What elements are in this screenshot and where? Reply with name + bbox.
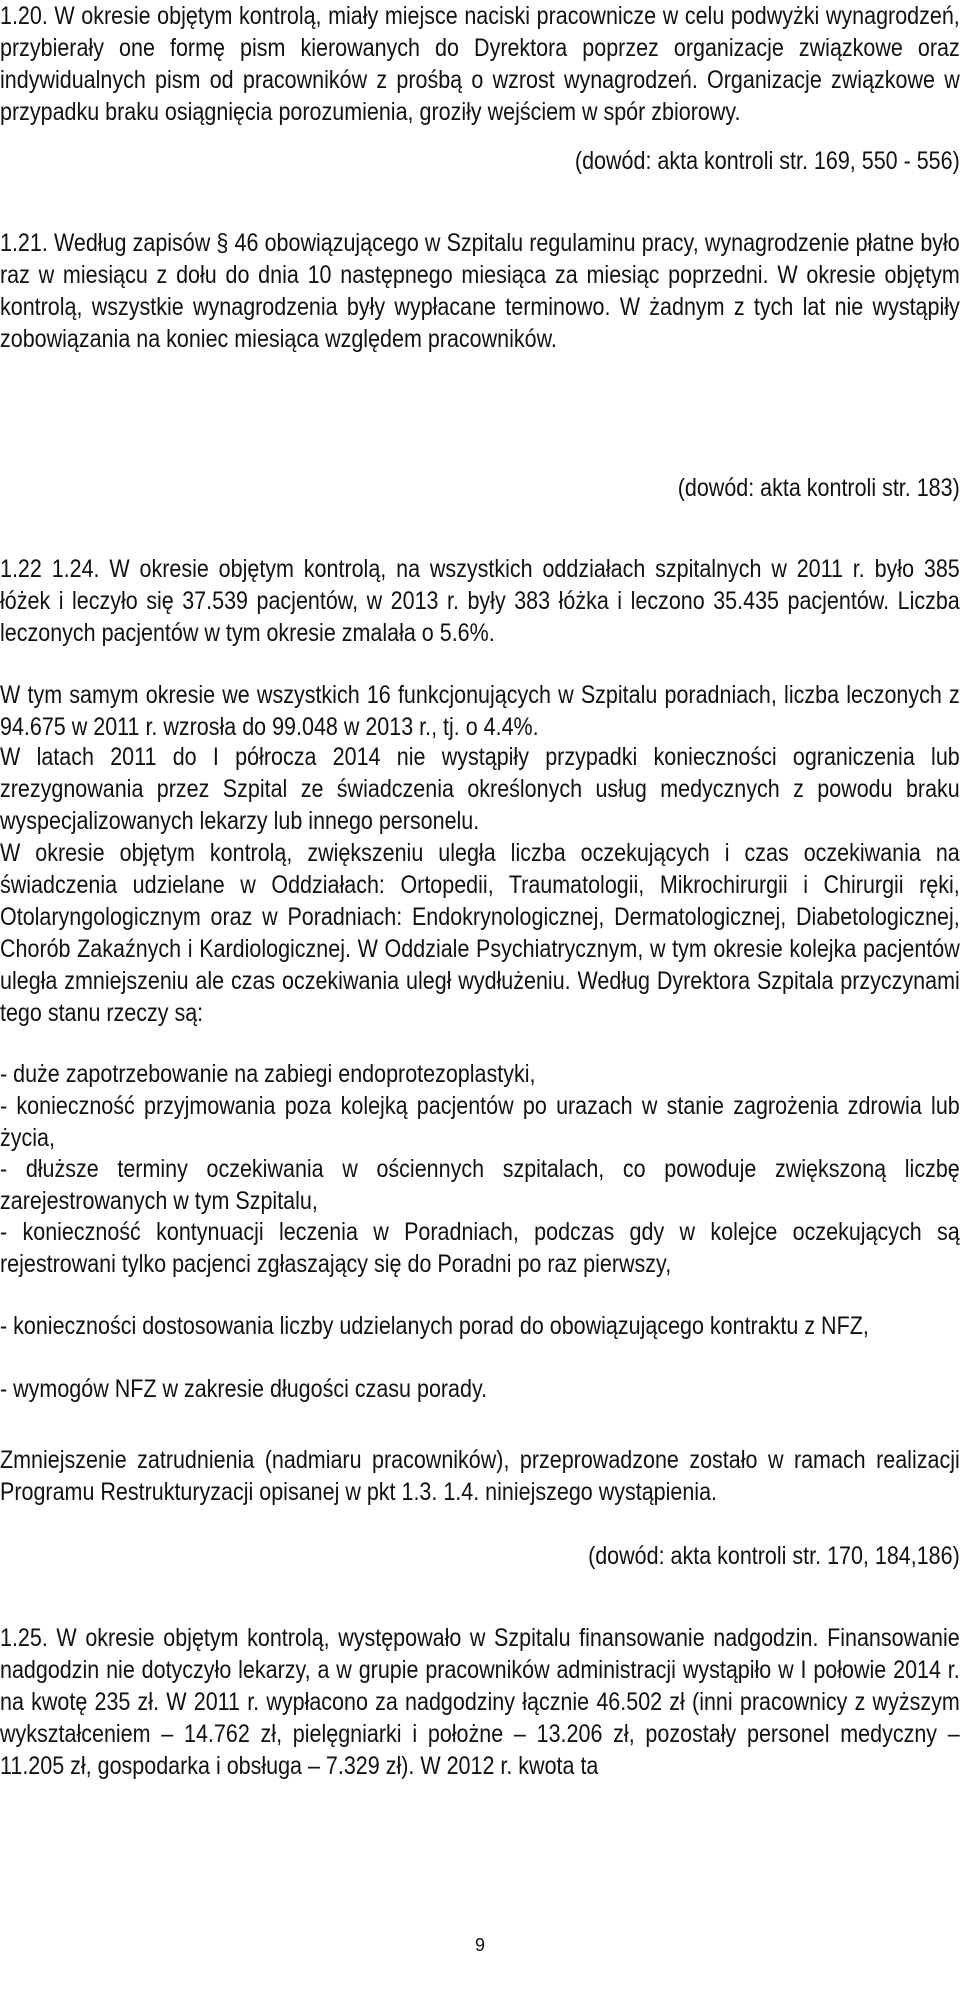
section-1-22-paragraph-3: W latach 2011 do I półrocza 2014 nie wystąpiły przypadki konieczności ograniczenia lub zrezygnowania przez Szpital ze świadczenia określonych usług medycznych z powodu braku wyspecjalizowanych lekarzy lub innego personelu. — [0, 743, 960, 835]
section-1-22-paragraph-4: W okresie objętym kontrolą, zwiększeniu uległa liczba oczekujących i czas oczekiwania na świadczenia udzielane w Oddziałach: Ortopedii, Traumatologii, Mikrochirurgii i Chirurgii ręki, Otolaryngologicznym oraz w Poradniach: Endokrynologicznej, Dermatologicznej, Diabetologicznej, Chorób Zakaźnych i Kardiologicznej. W Oddziale Psychiatrycznym, w tym okresie kolejka pacjentów uległa zmniejszeniu ale czas oczekiwania uległ wydłużeniu. Według Dyrektora Szpitala przyczynami tego stanu rzeczy są: — [0, 839, 960, 1027]
section-1-22-paragraph-5: Zmniejszenie zatrudnienia (nadmiaru pracowników), przeprowadzone zostało w ramach realizacji Programu Restrukturyzacji opisanej w pkt 1.3. 1.4. niniejszego wystąpienia. — [0, 1446, 960, 1506]
page-number: 9 — [474, 1935, 485, 1955]
section-1-20-text: 1.20. W okresie objętym kontrolą, miały miejsce naciski pracownicze w celu podwyżki wynagrodzeń, przybierały one formę pism kierowanych do Dyrektora poprzez organizacje związkowe oraz indywidualnych pism od pracowników z prośbą o wzrost wynagrodzeń. Organizacje związkowe w przypadku braku osiągnięcia porozumienia, groziły wejściem w spór zbiorowy. — [0, 2, 960, 126]
list-item: - duże zapotrzebowanie na zabiegi endoprotezoplastyki, — [0, 1060, 536, 1088]
section-1-22-paragraph-2: W tym samym okresie we wszystkich 16 funkcjonujących w Szpitalu poradniach, liczba leczonych z 94.675 w 2011 r. wzrosła do 99.048 w 2013 r., tj. o 4.4%. — [0, 681, 960, 741]
section-1-21-evidence: (dowód: akta kontroli str. 183) — [677, 474, 960, 502]
section-1-20-evidence: (dowód: akta kontroli str. 169, 550 - 556) — [574, 147, 960, 175]
list-item: - wymogów NFZ w zakresie długości czasu porady. — [0, 1375, 488, 1403]
list-item: - konieczności dostosowania liczby udzielanych porad do obowiązującego kontraktu z NFZ, — [0, 1312, 869, 1340]
section-1-21-text: 1.21. Według zapisów § 46 obowiązującego w Szpitalu regulaminu pracy, wynagrodzenie płatne było raz w miesiącu z dołu do dnia 10 następnego miesiąca za miesiąc poprzedni. W okresie objętym kontrolą, wszystkie wynagrodzenia były wypłacane terminowo. W żadnym z tych lat nie wystąpiły zobowiązania na koniec miesiąca względem pracowników. — [0, 229, 960, 353]
list-item: - konieczność kontynuacji leczenia w Poradniach, podczas gdy w kolejce oczekujących są rejestrowani tylko pacjenci zgłaszający się do Poradni po raz pierwszy, — [0, 1218, 960, 1278]
section-1-22-evidence: (dowód: akta kontroli str. 170, 184,186) — [588, 1542, 960, 1570]
section-1-25-text: 1.25. W okresie objętym kontrolą, występowało w Szpitalu finansowanie nadgodzin. Finansowanie nadgodzin nie dotyczyło lekarzy, a w grupie pracowników administracji wystąpiło w I połowie 2014 r. na kwotę 235 zł. W 2011 r. wypłacono za nadgodziny łącznie 46.502 zł (inni pracownicy z wyższym wykształceniem – 14.762 zł, pielęgniarki i położne – 13.206 zł, pozostały personel medyczny – 11.205 zł, gospodarka i obsługa – 7.329 zł). W 2012 r. kwota ta — [0, 1624, 960, 1780]
list-item: - dłuższe terminy oczekiwania w ościennych szpitalach, co powoduje zwiększoną liczbę zarejestrowanych w tym Szpitalu, — [0, 1155, 960, 1215]
section-1-22-paragraph-1: 1.22 1.24. W okresie objętym kontrolą, na wszystkich oddziałach szpitalnych w 2011 r. było 385 łóżek i leczyło się 37.539 pacjentów, w 2013 r. były 383 łóżka i leczono 35.435 pacjentów. Liczba leczonych pacjentów w tym okresie zmalała o 5.6%. — [0, 555, 960, 647]
list-item: - konieczność przyjmowania poza kolejką pacjentów po urazach w stanie zagrożenia zdrowia lub życia, — [0, 1092, 960, 1152]
